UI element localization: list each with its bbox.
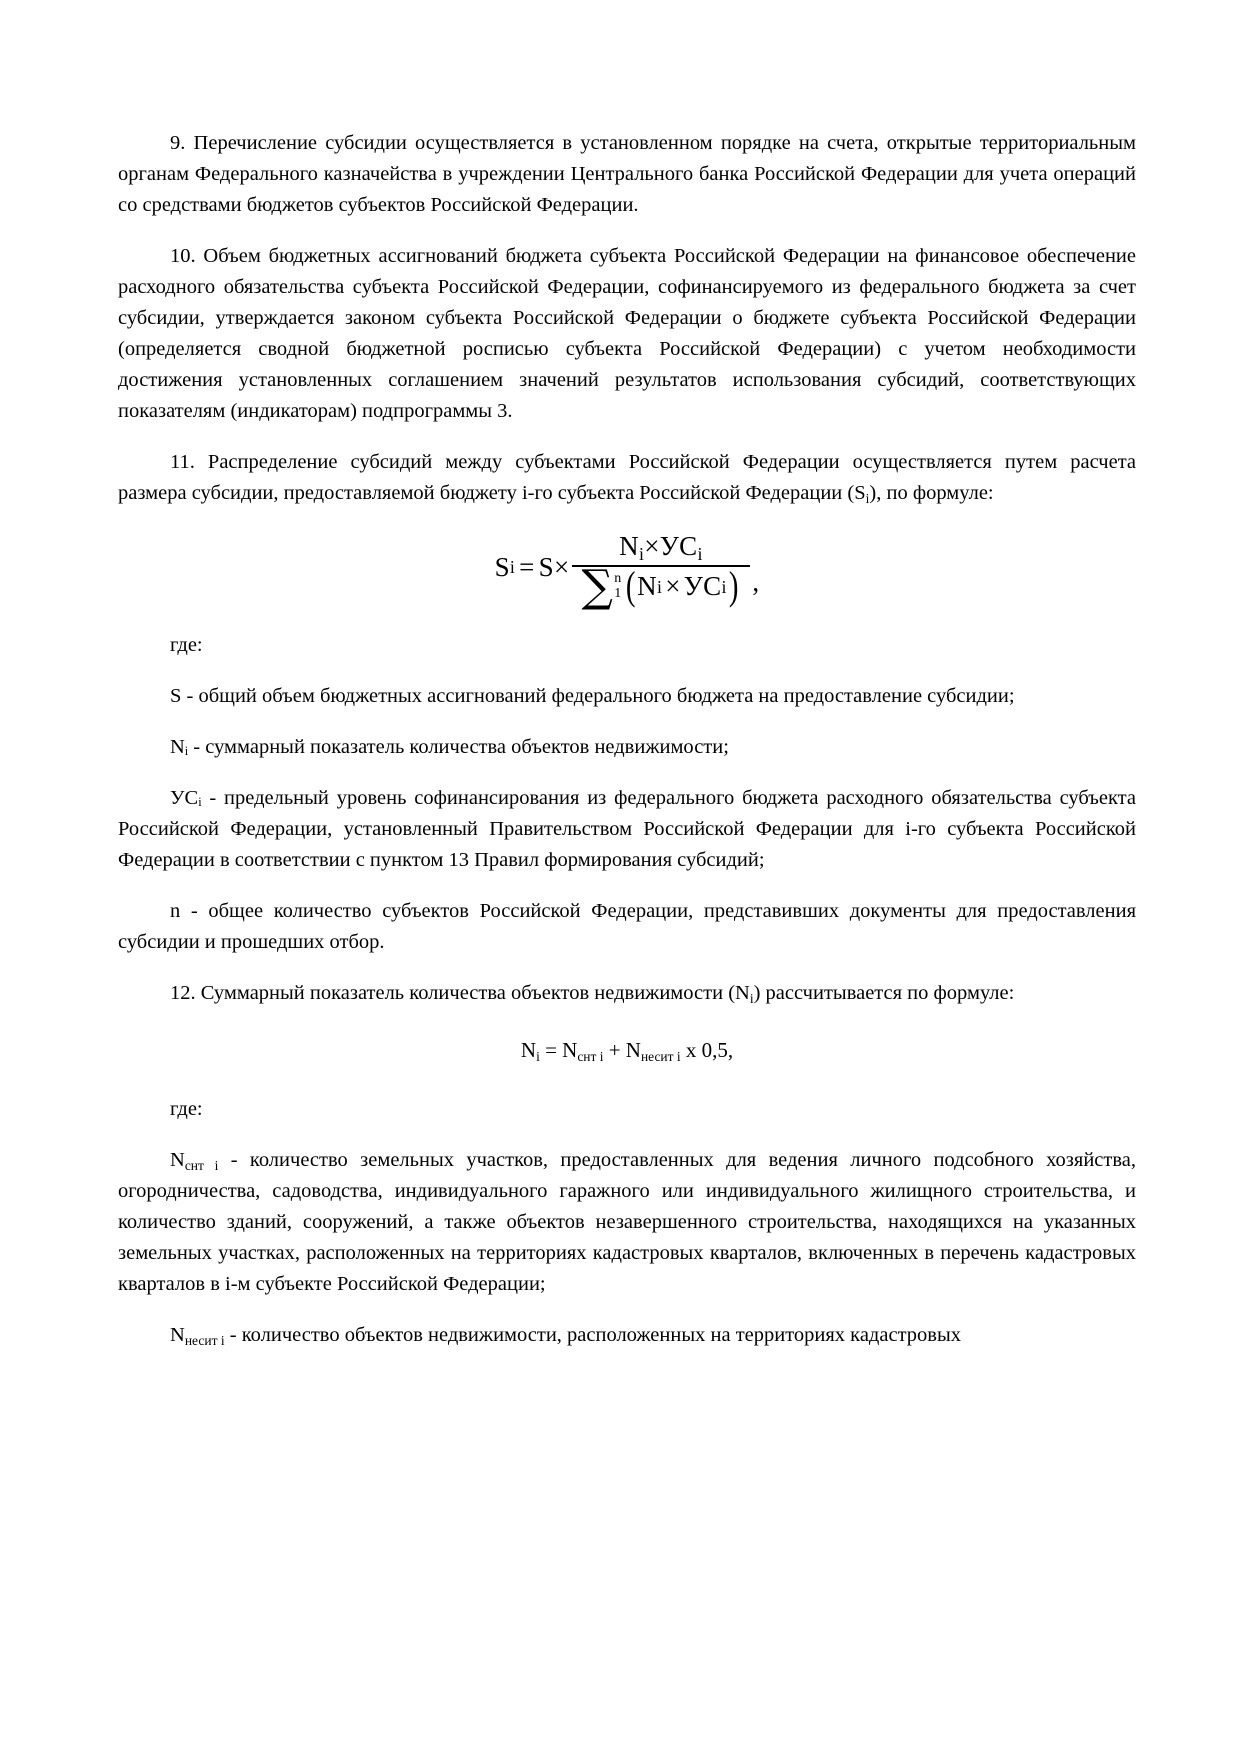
definition-nsnt-prefix: N [170, 1148, 185, 1171]
paragraph-9: 9. Перечисление субсидии осуществляется в установленном порядке на счета, открытые территориальным органам Федерального казначейства в учреждении Центрального банка Российской Федерации для учета операций со средствами бюджетов субъектов Российской Федерации. [118, 132, 1136, 216]
gde-label-2: где: [170, 1097, 203, 1120]
definition-uci: УCᵢ - предельный уровень софинансирования из федерального бюджета расходного обязательства субъекта Российской Федерации, установленный Правительством Российской Федерации для i-го субъекта Российской Федерации в соответствии с пунктом 13 Правил формирования субсидий; [118, 786, 1136, 871]
definition-s: S - общий объем бюджетных ассигнований федерального бюджета на предоставление субсидии; [170, 684, 1015, 707]
sigma-lower-limit: 1 [614, 585, 622, 601]
paragraph-10: 10. Объем бюджетных ассигнований бюджета субъекта Российской Федерации на финансовое обеспечение расходного обязательства субъекта Российской Федерации, софинансируемого из федерального бюджета за счет субсидии, утверждается законом субъекта Российской Федерации о бюджете субъекта Российской Федерации (определяется сводной бюджетной росписью субъекта Российской Федерации) с учетом необходимости достижения установленных соглашением значений результатов использования субсидий, соответствующих показателям (индикаторам) подпрограммы 3. [118, 245, 1136, 422]
definition-nsnt-prefix-sub: снт i [184, 1157, 219, 1173]
paragraph-12-lead: 12. Суммарный показатель количества объектов недвижимости (N [170, 981, 750, 1004]
sigma-limits [614, 572, 621, 601]
formula-si-s: S [494, 551, 510, 582]
formula-si-equals: = [519, 551, 535, 582]
formula-ni-plus: + N [603, 1037, 641, 1062]
definition-n: n - общее количество субъектов Российской Федерации, представивших документы для предоставления субсидии и прошедших отбор. [118, 899, 1136, 953]
paragraph-12 [118, 978, 1136, 1009]
definition-nnesnt-prefix: N [170, 1323, 185, 1346]
numerator-uc-sub: i [697, 543, 703, 564]
denominator-uc: УC [683, 571, 722, 602]
gde-label-1: где: [170, 633, 203, 656]
left-paren: ( [625, 563, 636, 609]
formula-si-comma: , [752, 566, 760, 597]
paragraph-11 [118, 447, 1136, 509]
formula-si-numerator [609, 531, 713, 565]
formula-ni-equals: = N [539, 1037, 578, 1062]
formula-ni-lhs-sub: i [536, 1048, 540, 1064]
numerator-times: × [644, 531, 660, 561]
formula-ni-lhs: N [520, 1037, 537, 1062]
paragraph-11-lead: 11. Распределение субсидий между субъектами Российской Федерации осуществляется путем расчета размера субсидии, предоставляемой бюджету i-го субъекта Российской Федерации (S [118, 451, 1136, 504]
definition-nnesnt [118, 1320, 1136, 1351]
formula-si-lhs: S i = S× [494, 551, 570, 582]
sigma-upper-limit: n [614, 571, 622, 587]
paragraph-12-tail: ) рассчитывается по формуле: [753, 981, 1015, 1004]
definition-ni: Nᵢ - суммарный показатель количества объектов недвижимости; [170, 735, 729, 758]
formula-si-stimes: S× [538, 551, 570, 582]
formula-ni [118, 1035, 1136, 1066]
definition-nsnt-text: - количество земельных участков, предоставленных для ведения личного подсобного хозяйства, огородничества, садоводства, индивидуального гаражного или индивидуального жилищного строительства, и количество зданий, сооружений, а также объектов незавершенного строительства, находящихся на указанных земельных участках, расположенных на территориях кадастровых кварталов, включенных в перечень кадастровых кварталов в i-м субъекте Российской Федерации; [118, 1148, 1136, 1295]
paragraph-11-subscript: i [865, 490, 870, 506]
formula-ni-term1-sub: снт i [577, 1048, 604, 1064]
summation-symbol [581, 560, 622, 612]
denominator-times: × [665, 571, 681, 602]
right-paren: ) [728, 563, 739, 609]
sigma-glyph: ∑ [581, 560, 614, 612]
denominator-n: N [637, 571, 657, 602]
formula-si-denominator: ∑ n 1 ( N i × УC i ) [581, 560, 739, 612]
formula-si [118, 531, 1136, 612]
numerator-n-sub: i [638, 543, 645, 564]
formula-si-body [494, 531, 760, 612]
formula-ni-term2-sub: несит i [640, 1048, 681, 1064]
numerator-uc: УC [659, 531, 698, 561]
paragraph-11-tail: ), по формуле: [869, 482, 994, 504]
formula-si-fraction [572, 531, 751, 612]
definition-nnesnt-prefix-sub: несит i [184, 1332, 225, 1348]
definition-nnesnt-text: - количество объектов недвижимости, расположенных на территориях кадастровых [224, 1323, 961, 1346]
paragraph-12-subscript: i [749, 990, 754, 1006]
numerator-n: N [619, 531, 639, 561]
formula-ni-tail: x 0,5, [680, 1037, 734, 1062]
definition-nsnt [118, 1145, 1136, 1300]
